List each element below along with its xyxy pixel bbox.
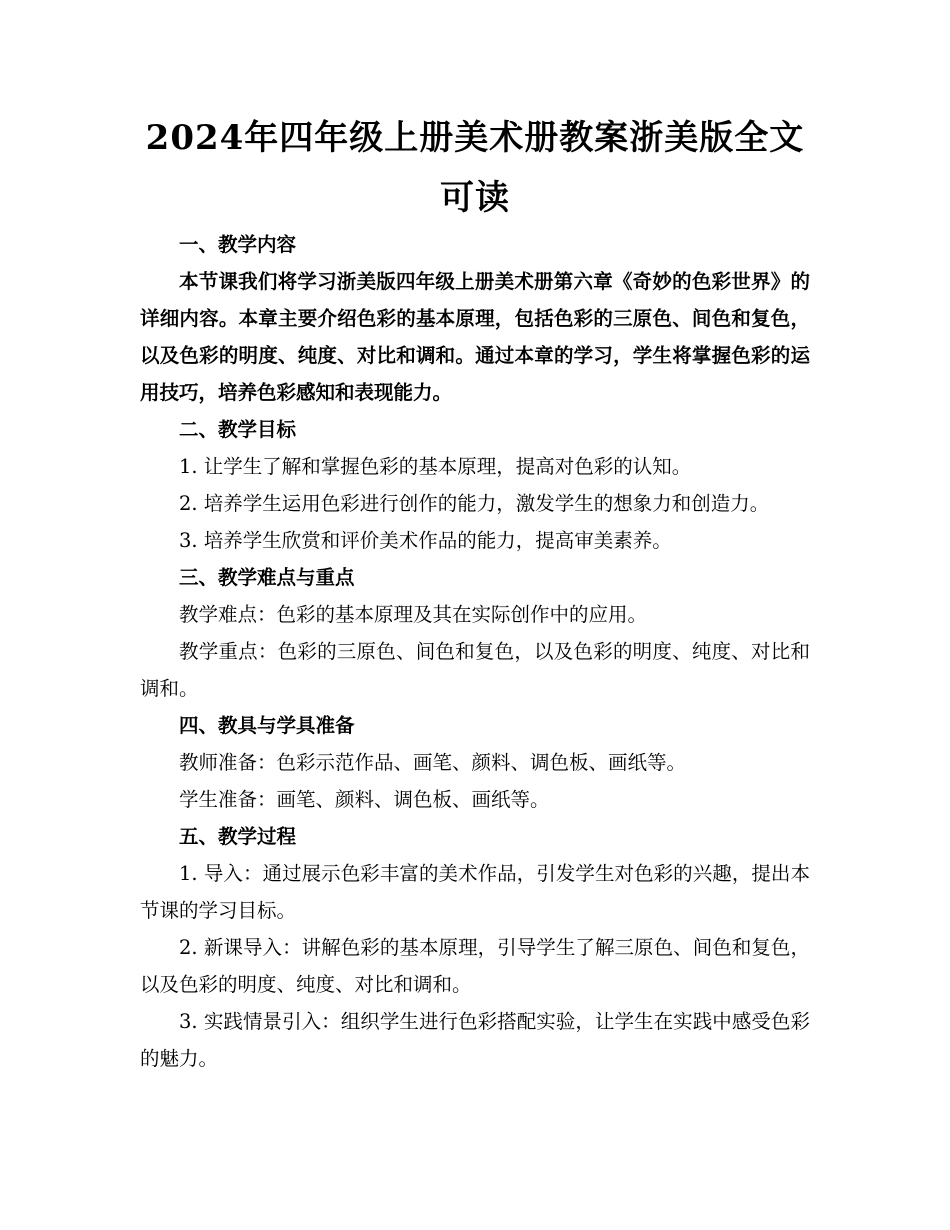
section-heading: 五、教学过程 — [179, 825, 297, 848]
section-heading: 一、教学内容 — [179, 233, 297, 256]
section-paragraph: 1. 让学生了解和掌握色彩的基本原理，提高对色彩的认知。 — [179, 455, 692, 478]
section-paragraph: 教学重点：色彩的三原色、间色和复色，以及色彩的明度、纯度、对比和调和。 — [140, 640, 810, 700]
section-paragraph: 1. 导入：通过展示色彩丰富的美术作品，引发学生对色彩的兴趣，提出本节课的学习目标。 — [140, 862, 810, 922]
section-heading: 二、教学目标 — [179, 418, 297, 441]
section-paragraph: 3. 培养学生欣赏和评价美术作品的能力，提高审美素养。 — [179, 529, 672, 552]
document-title: 2024年四年级上册美术册教案浙美版全文可读 — [145, 118, 805, 218]
section-heading: 三、教学难点与重点 — [179, 566, 355, 589]
section-paragraph: 2. 新课导入：讲解色彩的基本原理，引导学生了解三原色、间色和复色，以及色彩的明度、纯度、对比和调和。 — [140, 936, 810, 996]
section-paragraph: 教师准备：色彩示范作品、画笔、颜料、调色板、画纸等。 — [179, 751, 687, 774]
section-paragraph: 本节课我们将学习浙美版四年级上册美术册第六章《奇妙的色彩世界》的详细内容。本章主要介绍色彩的基本原理，包括色彩的三原色、间色和复色，以及色彩的明度、纯度、对比和调和。通过本章的学习，学生将掌握色彩的运用技巧，培养色彩感知和表现能力。 — [140, 270, 810, 404]
document-body — [140, 226, 810, 1077]
section-paragraph: 学生准备：画笔、颜料、调色板、画纸等。 — [179, 788, 550, 811]
section-paragraph: 3. 实践情景引入：组织学生进行色彩搭配实验，让学生在实践中感受色彩的魅力。 — [140, 1010, 810, 1070]
section-heading: 四、教具与学具准备 — [179, 714, 355, 737]
section-paragraph: 2. 培养学生运用色彩进行创作的能力，激发学生的想象力和创造力。 — [179, 492, 770, 515]
section-paragraph: 教学难点：色彩的基本原理及其在实际创作中的应用。 — [179, 603, 648, 626]
